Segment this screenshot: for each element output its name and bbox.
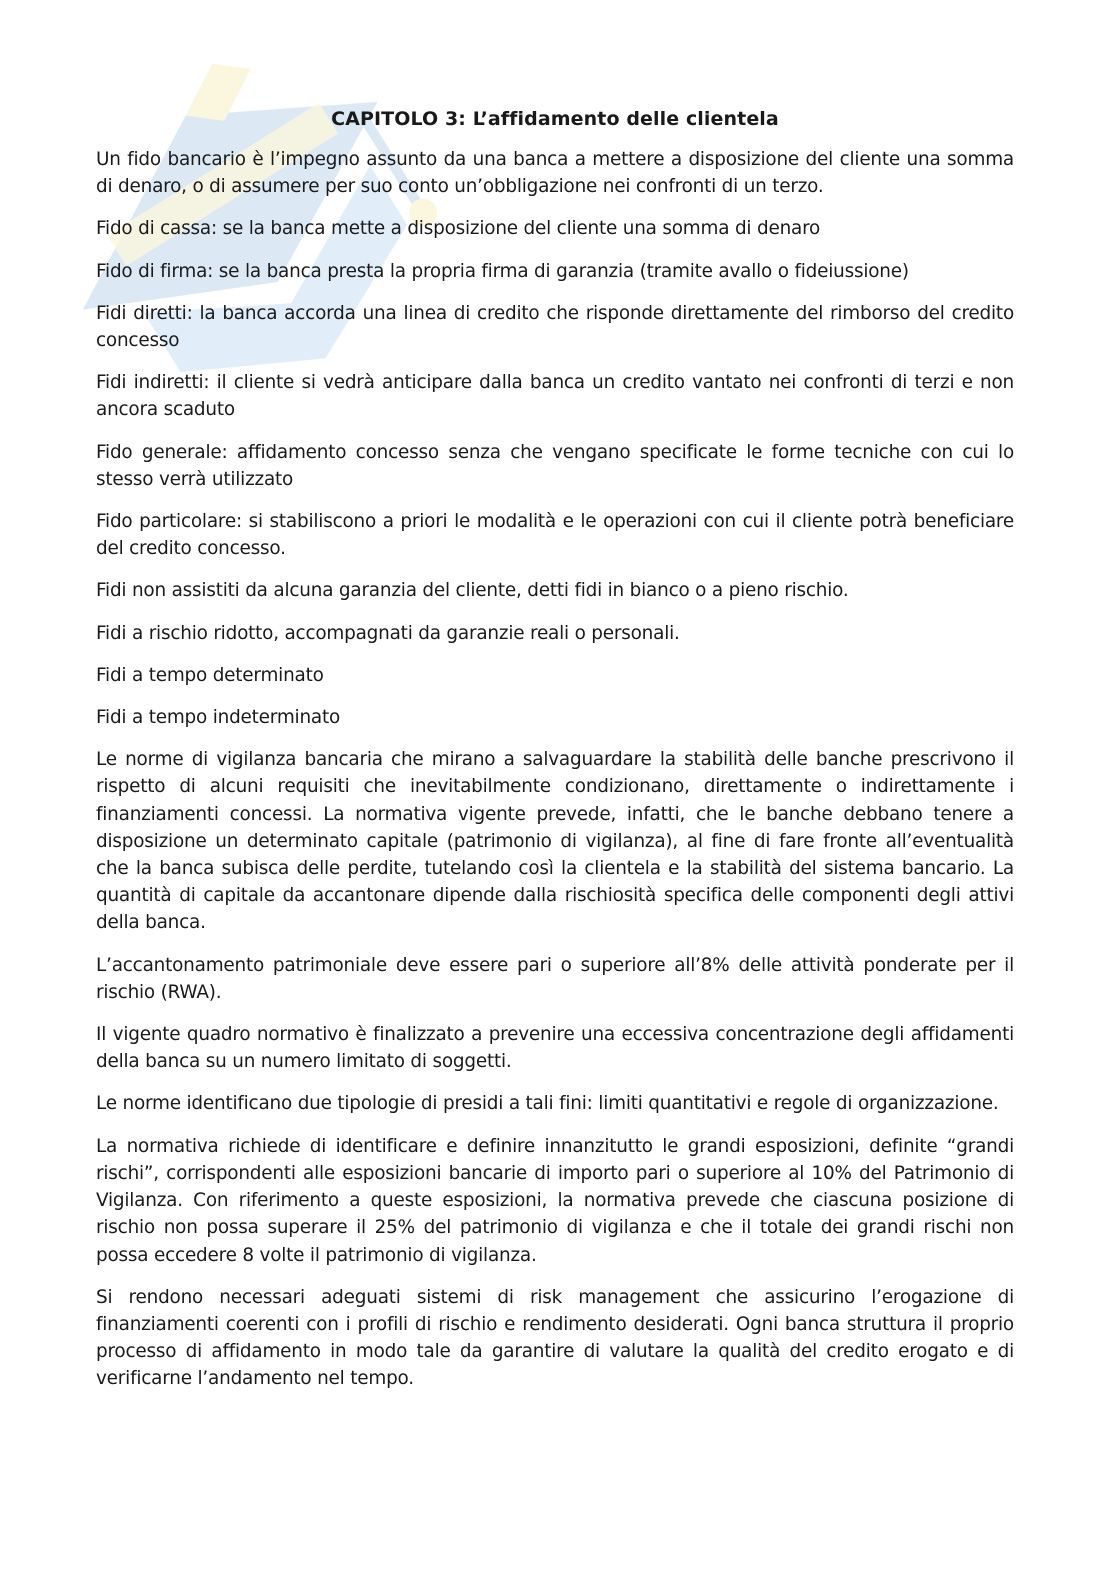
paragraph-fidi-diretti: Fidi diretti: la banca accorda una linea di credito che risponde direttamente del rimborso del credito concesso <box>96 302 1014 352</box>
paragraph-grandi-rischi: La normativa richiede di identificare e definire innanzitutto le grandi esposizioni, definite “grandi rischi”, corrispondenti alle esposizioni bancarie di importo pari o superiore al 10% del Patrimonio di Vigilanza. Con riferimento a queste esposizioni, la normativa prevede che ciascuna posizione di rischio non possa superare il 25% del patrimonio di vigilanza e che il totale dei grandi rischi non possa eccedere 8 volte il patrimonio di vigilanza. <box>96 1135 1014 1266</box>
paragraph-fido-cassa: Fido di cassa: se la banca mette a disposizione del cliente una somma di denaro <box>96 218 821 240</box>
paragraph-quadro-normativo: Il vigente quadro normativo è finalizzato a prevenire una eccessiva concentrazione degli affidamenti della banca su un numero limitato di soggetti. <box>96 1024 1014 1073</box>
paragraph-presidi: Le norme identificano due tipologie di presidi a tali fini: limiti quantitativi e regole di organizzazione. <box>96 1093 999 1115</box>
paragraph-accantonamento: L’accantonamento patrimoniale deve essere pari o superiore all’8% delle attività ponderate per il rischio (RWA). <box>96 954 1014 1003</box>
paragraph-fidi-indiretti: Fidi indiretti: il cliente si vedrà anticipare dalla banca un credito vantato nei confronti di terzi e non ancora scaduto <box>96 372 1014 421</box>
paragraph-fidi-non-assistiti: Fidi non assistiti da alcuna garanzia del cliente, detti fidi in bianco o a pieno rischio. <box>96 580 849 602</box>
paragraph-fido-particolare: Fido particolare: si stabiliscono a priori le modalità e le operazioni con cui il cliente potrà beneficiare del credito concesso. <box>96 511 1014 560</box>
paragraph-fidi-rischio-ridotto: Fidi a rischio ridotto, accompagnati da garanzie reali o personali. <box>96 622 680 644</box>
paragraph-fidi-tempo-indeterminato: Fidi a tempo indeterminato <box>96 707 341 729</box>
paragraph-risk-management: Si rendono necessari adeguati sistemi di risk management che assicurino l’erogazione di finanziamenti coerenti con i profili di rischio e rendimento desiderati. Ogni banca struttura il proprio processo di affidamento in modo tale da garantire di valutare la qualità del credito erogato e di verificarne l’andamento nel tempo. <box>96 1286 1014 1390</box>
chapter-title: CAPITOLO 3: L’affidamento delle clientela <box>331 108 779 130</box>
paragraph-fidi-tempo-determinato: Fidi a tempo determinato <box>96 664 324 686</box>
paragraph-fido-generale: Fido generale: affidamento concesso senza che vengano specificate le forme tecniche con cui lo stesso verrà utilizzato <box>96 441 1014 490</box>
document-page <box>96 106 1014 1408</box>
paragraph-fido-firma: Fido di firma: se la banca presta la propria firma di garanzia (tramite avallo o fideiussione) <box>96 260 909 282</box>
paragraph-fido-definition: Un fido bancario è l’impegno assunto da una banca a mettere a disposizione del cliente una somma di denaro, o di assumere per suo conto un’obbligazione nei confronti di un terzo. <box>96 149 1014 198</box>
paragraph-norme-vigilanza: Le norme di vigilanza bancaria che mirano a salvaguardare la stabilità delle banche prescrivono il rispetto di alcuni requisiti che inevitabilmente condizionano, direttamente o indirettamente i finanziamenti concessi. La normativa vigente prevede, infatti, che le banche debbano tenere a disposizione un determinato capitale (patrimonio di vigilanza), al fine di fare fronte all’eventualità che la banca subisca delle perdite, tutelando così la clientela e la stabilità del sistema bancario. La quantità di capitale da accantonare dipende dalla rischiosità specifica delle componenti degli attivi della banca. <box>96 749 1014 934</box>
